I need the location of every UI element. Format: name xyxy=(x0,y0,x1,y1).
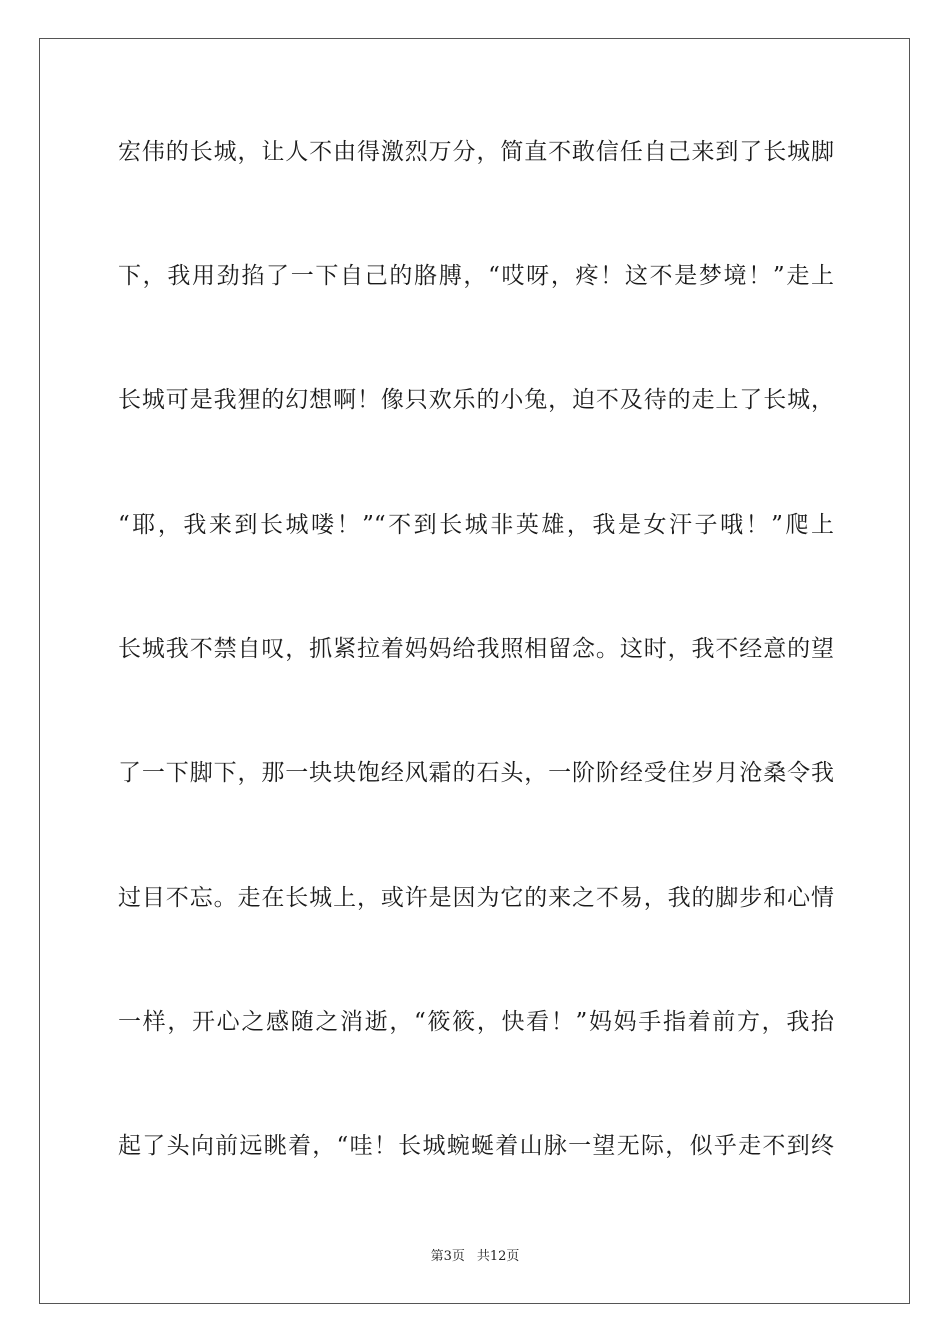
body-text-line-3: 长城可是我狸的幻想啊！像只欢乐的小兔，迫不及待的走上了长城， xyxy=(118,387,834,413)
body-text-line-6: 了一下脚下，那一块块饱经风霜的石头，一阶阶经受住岁月沧桑令我 xyxy=(118,760,834,786)
page-footer xyxy=(0,1248,950,1266)
body-text-line-7: 过目不忘。走在长城上，或许是因为它的来之不易，我的脚步和心情 xyxy=(118,885,834,911)
body-text-line-4: “耶，我来到长城喽！”“不到长城非英雄，我是女汗子哦！”爬上 xyxy=(118,512,834,538)
body-text-line-2: 下，我用劲掐了一下自己的胳膊，“哎呀，疼！这不是梦境！”走上 xyxy=(118,263,834,289)
body-text-line-9: 起了头向前远眺着，“哇！长城蜿蜒着山脉一望无际，似乎走不到终 xyxy=(118,1133,834,1159)
page-total: 共12页 xyxy=(476,1249,520,1264)
body-text-line-5: 长城我不禁自叹，抓紧拉着妈妈给我照相留念。这时，我不经意的望 xyxy=(118,636,834,662)
body-text-line-8: 一样，开心之感随之消逝，“筱筱，快看！”妈妈手指着前方，我抬 xyxy=(118,1009,834,1035)
page-border xyxy=(39,38,910,1304)
page-number: 第3页 xyxy=(430,1249,465,1264)
body-text-line-1: 宏伟的长城，让人不由得激烈万分，简直不敢信任自己来到了长城脚 xyxy=(118,139,834,165)
